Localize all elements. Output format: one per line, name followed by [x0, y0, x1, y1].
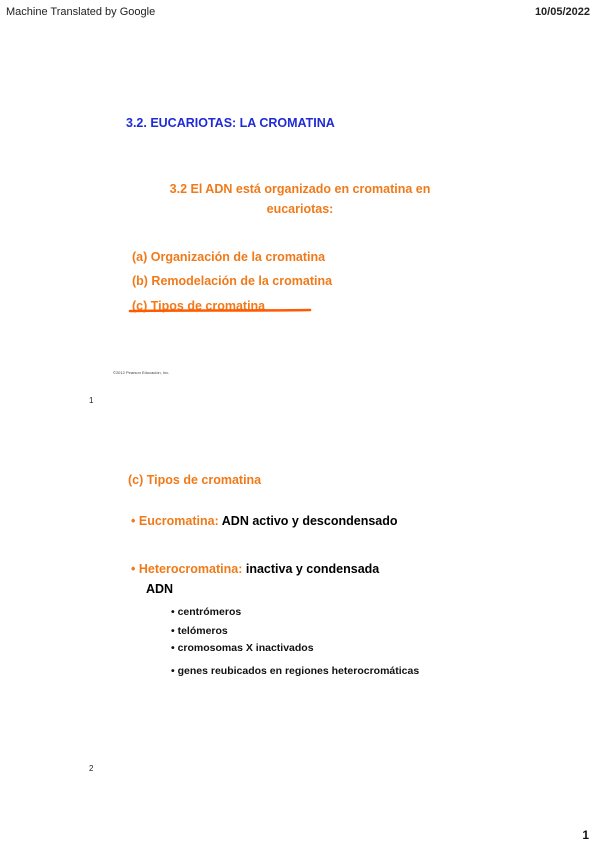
- slide1-page-number: 1: [89, 396, 94, 405]
- bullet-dot: •: [131, 514, 139, 528]
- slide1-title: 3.2. EUCARIOTAS: LA CROMATINA: [126, 116, 335, 130]
- header-date: 10/05/2022: [534, 6, 590, 18]
- slide2-title: (c) Tipos de cromatina: [128, 473, 262, 487]
- sub-bullet-item: • centrómeros: [171, 606, 242, 618]
- handwritten-underline-annotation: [128, 302, 314, 318]
- sub-bullet-item: • genes reubicados en regiones heterocromáticas: [171, 665, 420, 677]
- sub-bullet-item: • cromosomas X inactivados: [171, 642, 314, 654]
- heterochromatin-desc-cont: ADN: [146, 582, 174, 596]
- euchromatin-desc: ADN activo y descondensado: [221, 514, 398, 528]
- sub-bullet-text: telómeros: [177, 625, 228, 637]
- slide1-copyright: ©2012 Pearson Educación, Inc.: [113, 370, 170, 375]
- bullet-heterochromatin: [131, 562, 379, 576]
- slide1-item-c: (c) Tipos de cromatina: [132, 299, 266, 313]
- heterochromatin-desc: inactiva y condensada: [245, 562, 380, 576]
- euchromatin-term: Eucromatina:: [138, 514, 219, 528]
- sub-bullet-text: centrómeros: [177, 606, 242, 618]
- slide2-page-number: 2: [89, 764, 94, 773]
- slide1-subtitle-line2: eucariotas:: [266, 202, 334, 216]
- bullet-euchromatin: [131, 514, 398, 528]
- sub-bullet-text: cromosomas X inactivados: [177, 642, 314, 654]
- heterochromatin-term: Heterocromatina:: [138, 562, 243, 576]
- slide1-item-a: (a) Organización de la cromatina: [132, 250, 326, 264]
- document-page-number: 1: [582, 828, 589, 842]
- header-translation-note: Machine Translated by Google: [6, 6, 156, 18]
- slide1-subtitle-line1: 3.2 El ADN está organizado en cromatina en: [169, 182, 431, 196]
- bullet-dot: •: [131, 562, 139, 576]
- sub-bullet-item: • telómeros: [171, 625, 228, 637]
- slide1-item-b: (b) Remodelación de la cromatina: [132, 274, 333, 288]
- sub-bullet-text: genes reubicados en regiones heterocromáticas: [177, 665, 420, 677]
